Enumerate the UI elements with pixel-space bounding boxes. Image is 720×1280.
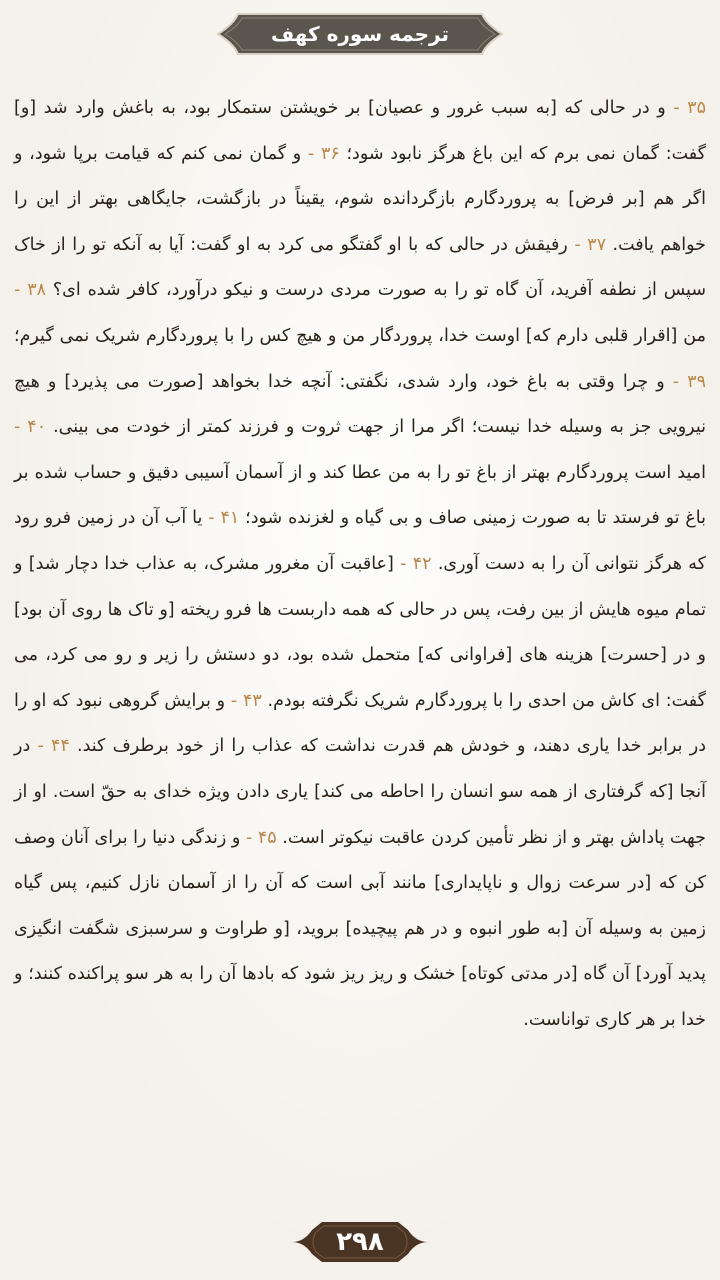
verse-number: ۴۱ - — [208, 508, 240, 529]
verse-text: و در حالی که [به سبب غرور و عصیان] بر خویشتن ستمکار بود، به باغش وارد شد [و] گفت: گمان نمی برم که این باغ هرگز نابود شود؛ — [14, 98, 706, 164]
verse-number: ۴۵ - — [245, 827, 277, 848]
verse-text: و زندگی دنیا را برای آنان وصف کن که [در سرعت زوال و ناپایداری] مانند آبی است که آن را از آسمان نازل کنیم، پس گیاه زمین به وسیله آن [به طور انبوه و در هم پیچیده] بروید، [و طراوت و سرسبزی شگفت انگیزی پدید آورد] آن گاه [در مدتی کوتاه] خشک و ریز ریز شود که بادها آن را به هر سو پراکنده کنند؛ و خدا بر هر کاری تواناست. — [14, 827, 706, 1030]
verse-number: ۴۲ - — [400, 553, 432, 574]
verse-text: و گمان نمی کنم که قیامت برپا شود، و اگر هم [بر فرض] به پروردگارم بازگردانده شوم، یقیناً در بازگشت، جایگاهی بهتر از این را خواهم یافت. — [14, 143, 706, 255]
verse-text: در آنجا [که گرفتاری از همه سو انسان را احاطه می کند] یاری دادن ویژه خدای به حقّ است. او از جهت پاداش بهتر و از نظر تأمین کردن عاقبت نیکوتر است. — [14, 736, 706, 848]
verse-text: [عاقبت آن مغرور مشرک، به عذاب خدا دچار شد] و تمام میوه هایش از بین رفت، پس در حالی که همه داربست ها فرو ریخته [و تاک ها روی آن بود] و در [حسرت] هزینه های [فراوانی که] متحمل شده بود، دو دستش را زیر و رو می کرد، می گفت: ای کاش من احدی را با پروردگارم شریک نگرفته بودم. — [14, 553, 706, 711]
verse-text: و چرا وقتی به باغ خود، وارد شدی، نگفتی: آنچه خدا بخواهد [صورت می پذیرد] و هیچ نیرویی جز به وسیله خدا نیست؛ اگر مرا از جهت ثروت و فرزند کمتر از خودت می بینی. — [14, 371, 706, 438]
page-number-badge — [292, 1218, 428, 1266]
verse-text: من [اقرار قلبی دارم که] اوست خدا، پروردگار من و هیچ کس را با پروردگارم شریک نمی گیرم؛ — [14, 325, 706, 346]
verse-number: ۳۸ - — [14, 280, 46, 301]
page-title: ترجمه سوره کهف — [270, 22, 449, 46]
verse-number: ۳۹ - — [672, 371, 706, 392]
verse-text: یا آب آن در زمین فرو رود که هرگز نتوانی آن را به دست آوری. — [14, 508, 707, 574]
verse-number: ۳۶ - — [307, 143, 340, 164]
verse-number: ۳۷ - — [574, 234, 606, 255]
page-number: ۲۹۸ — [336, 1227, 384, 1257]
verse-number: ۴۳ - — [230, 690, 262, 711]
verse-text: رفیقش در حالی که با او گفتگو می کرد به او گفت: آیا به آنکه تو را از خاک سپس از نطفه آفرید، آن گاه تو را به صورت مردی درست و نیکو درآورد، کافر شده ای؟ — [14, 234, 706, 301]
verse-number: ۴۰ - — [14, 417, 47, 438]
translation-text — [14, 86, 706, 1043]
verse-text: و برایش گروهی نبود که او را در برابر خدا یاری دهند، و خودش هم قدرت نداشت که عذاب را از خود برطرف کند. — [14, 690, 706, 757]
verse-number: ۳۵ - — [673, 98, 706, 118]
surah-title-banner — [216, 12, 504, 56]
verse-number: ۴۴ - — [37, 736, 70, 757]
verse-text: امید است پروردگارم بهتر از باغ تو را به من عطا کند و از آسمان آسیبی دقیق و حساب شده بر باغ تو فرستد تا به صورت زمینی صاف و بی گیاه و لغزنده شود؛ — [14, 462, 707, 529]
